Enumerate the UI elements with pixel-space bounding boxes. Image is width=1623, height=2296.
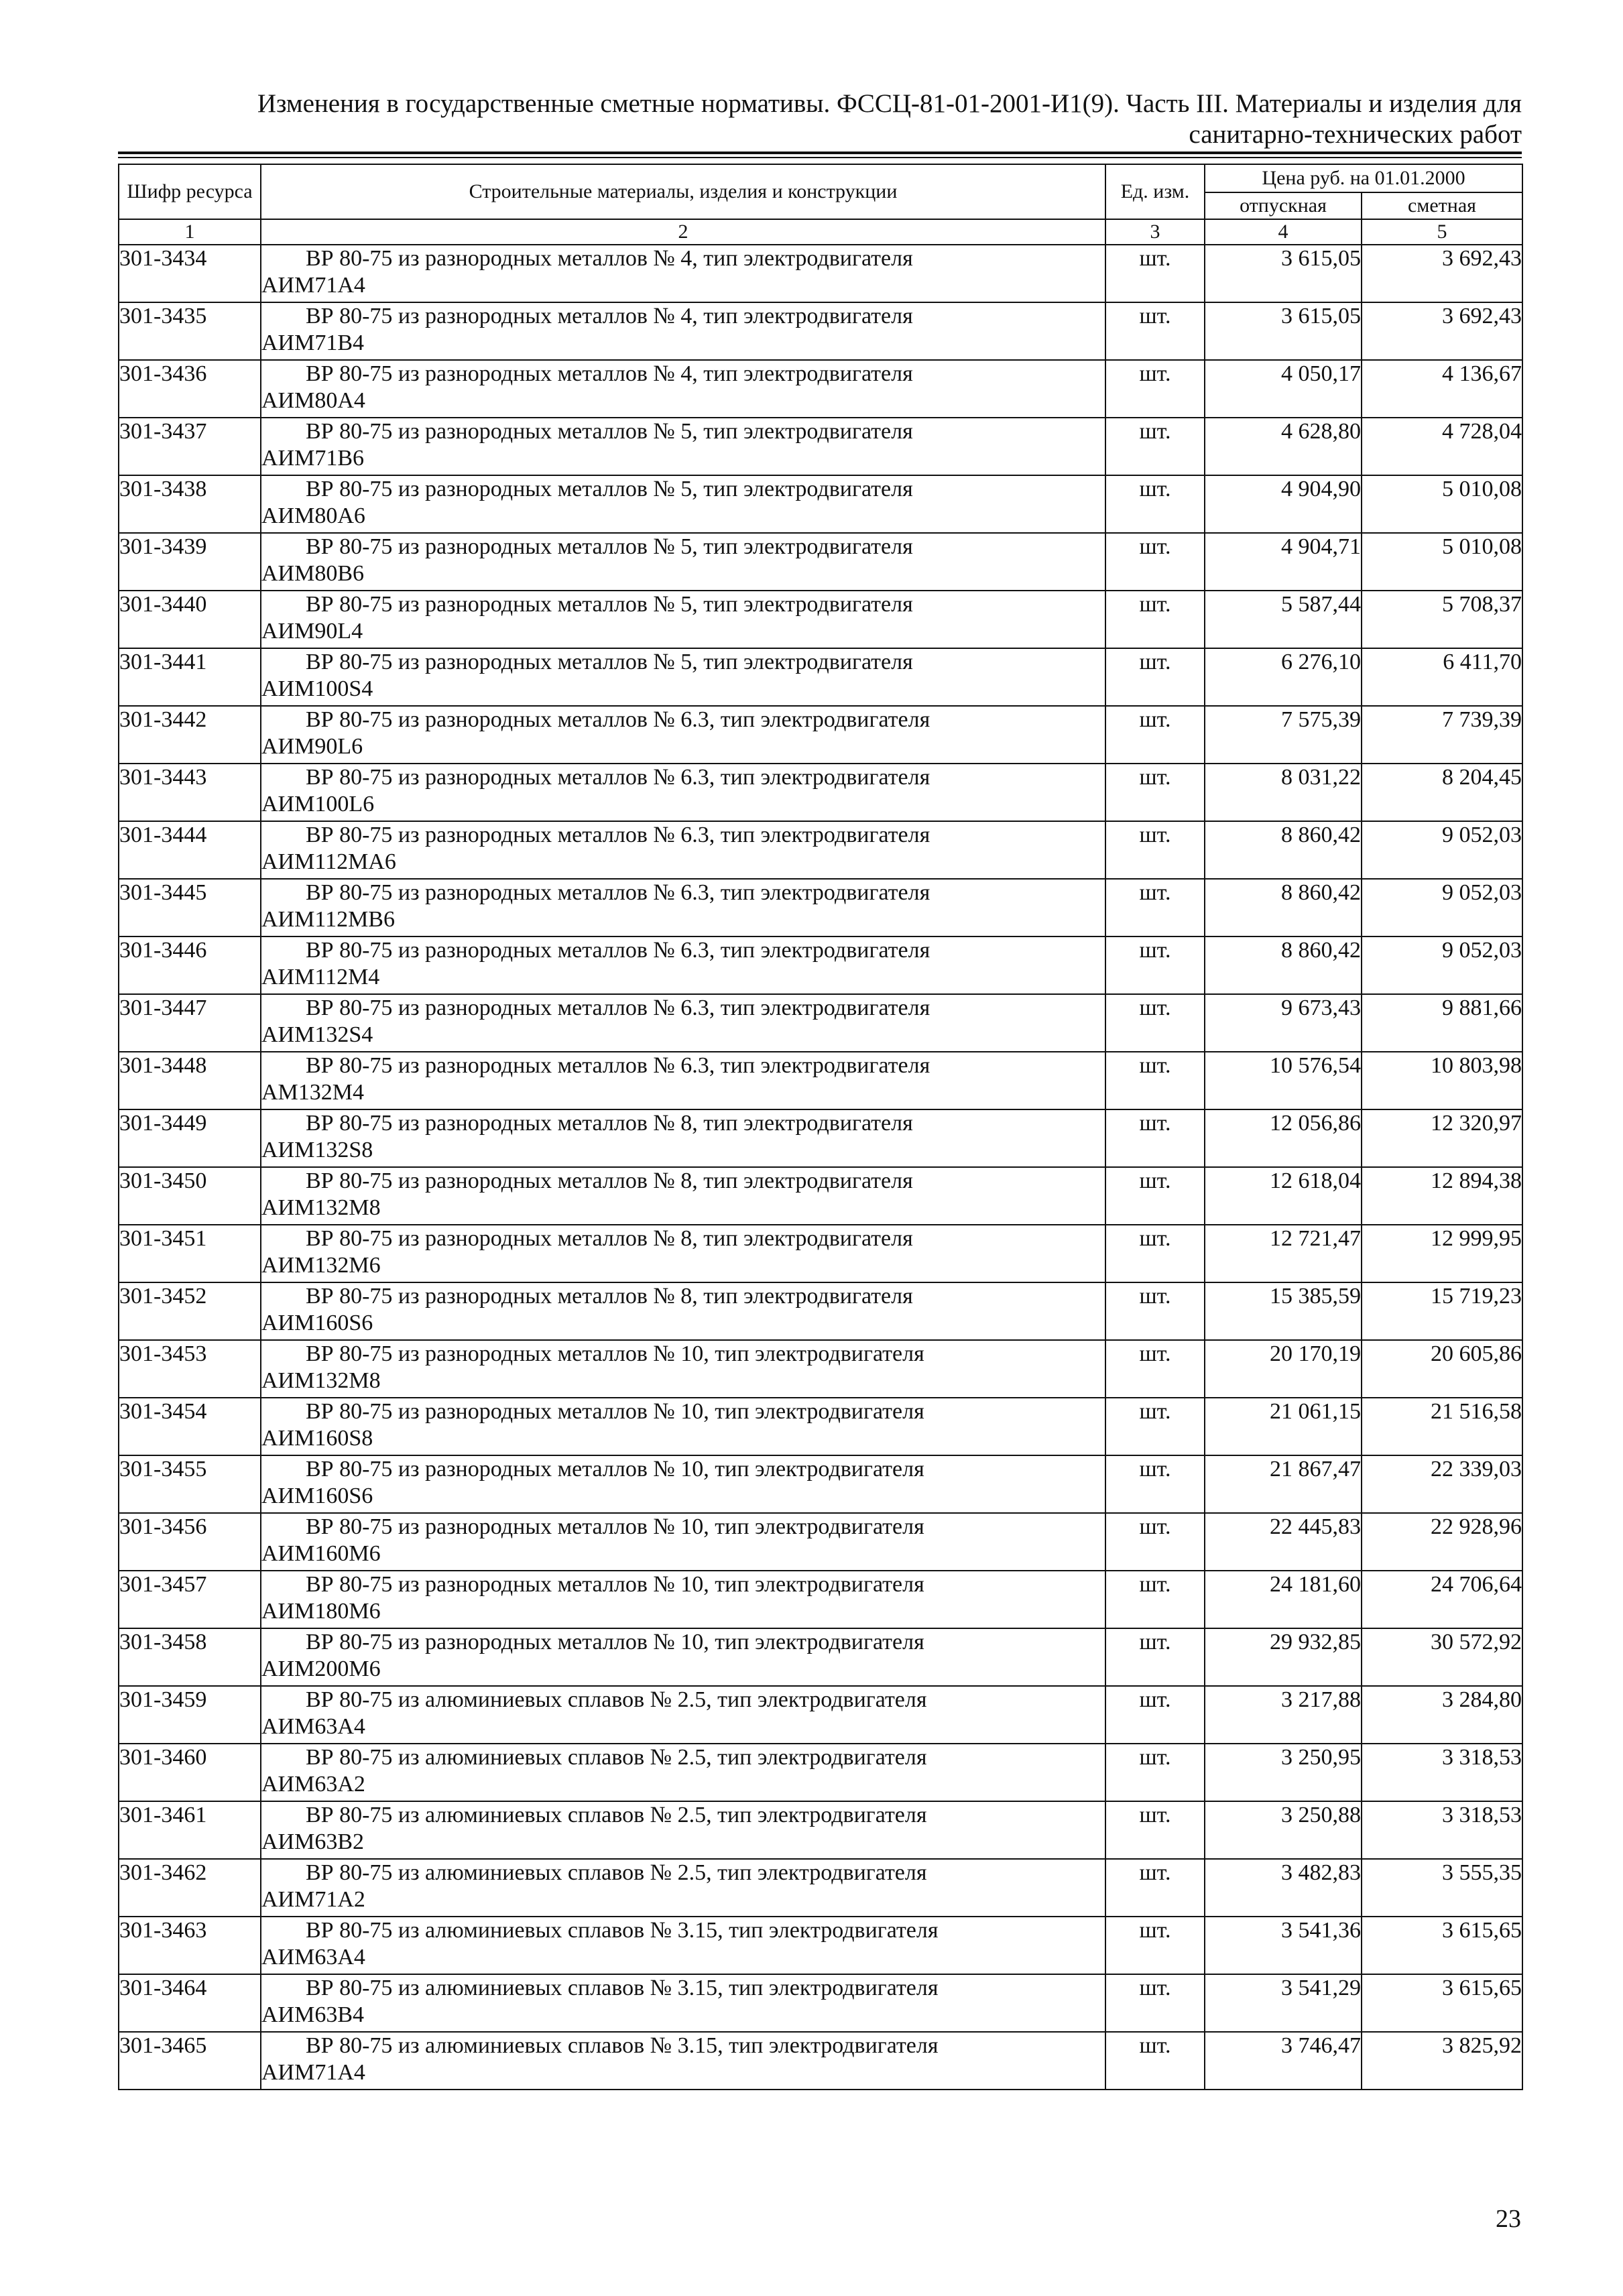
resource-code: 301-3440 [119,591,261,648]
description-line-1: ВР 80-75 из разнородных металлов № 6.3, тип электродвигателя [306,880,930,905]
description-line-1: ВР 80-75 из разнородных металлов № 8, тип электродвигателя [306,1111,913,1136]
estimate-price: 9 052,03 [1362,821,1522,879]
estimate-price: 3 615,65 [1362,1917,1522,1974]
material-description [261,821,1105,879]
motor-type: АИМ63В2 [261,1829,365,1854]
motor-type: АИМ63А4 [261,1945,365,1970]
resource-code: 301-3462 [119,1859,261,1917]
release-price: 21 867,47 [1205,1455,1362,1513]
estimate-price: 3 692,43 [1362,302,1522,360]
description-line-1: ВР 80-75 из разнородных металлов № 5, тип электродвигателя [306,477,913,501]
estimate-price: 5 010,08 [1362,533,1522,591]
header-unit: Ед. изм. [1105,164,1205,219]
unit: шт. [1105,1801,1205,1859]
table-row [119,1513,1522,1571]
table-row [119,1340,1522,1398]
estimate-price: 7 739,39 [1362,706,1522,764]
unit: шт. [1105,1513,1205,1571]
table-row [119,1167,1522,1225]
resource-code: 301-3434 [119,245,261,302]
resource-code: 301-3456 [119,1513,261,1571]
release-price: 4 050,17 [1205,360,1362,418]
table-row [119,706,1522,764]
header-line-1: Изменения в государственные сметные нормативы. ФССЦ-81-01-2001-И1(9). Часть III. Материалы и изделия для [257,89,1522,118]
resource-code: 301-3447 [119,994,261,1052]
table-row [119,1225,1522,1282]
release-price: 7 575,39 [1205,706,1362,764]
estimate-price: 5 708,37 [1362,591,1522,648]
table-row [119,1917,1522,1974]
estimate-price: 12 999,95 [1362,1225,1522,1282]
motor-type: АИМ160S8 [261,1426,373,1451]
unit: шт. [1105,1974,1205,2032]
estimate-price: 21 516,58 [1362,1398,1522,1455]
table-row [119,1109,1522,1167]
table-row [119,533,1522,591]
release-price: 9 673,43 [1205,994,1362,1052]
resource-code: 301-3449 [119,1109,261,1167]
material-description [261,533,1105,591]
description-line-1: ВР 80-75 из разнородных металлов № 10, тип электродвигателя [306,1341,924,1366]
motor-type: АИМ63А2 [261,1772,365,1797]
motor-type: АИМ112МА6 [261,849,396,874]
unit: шт. [1105,764,1205,821]
column-number: 2 [261,219,1105,245]
unit: шт. [1105,1167,1205,1225]
header-name: Строительные материалы, изделия и конструкции [261,164,1105,219]
motor-type: АИМ63А4 [261,1714,365,1739]
description-line-1: ВР 80-75 из разнородных металлов № 8, тип электродвигателя [306,1284,913,1309]
table-row [119,648,1522,706]
release-price: 3 615,05 [1205,302,1362,360]
release-price: 20 170,19 [1205,1340,1362,1398]
release-price: 3 482,83 [1205,1859,1362,1917]
estimate-price: 30 572,92 [1362,1628,1522,1686]
release-price: 4 628,80 [1205,418,1362,475]
table-row [119,1801,1522,1859]
release-price: 3 250,88 [1205,1801,1362,1859]
material-description [261,936,1105,994]
motor-type: АИМ80А4 [261,388,365,413]
material-description [261,302,1105,360]
motor-type: АИМ71А4 [261,273,365,298]
column-number: 3 [1105,219,1205,245]
unit: шт. [1105,994,1205,1052]
estimate-price: 12 894,38 [1362,1167,1522,1225]
description-line-1: ВР 80-75 из разнородных металлов № 10, тип электродвигателя [306,1630,924,1654]
motor-type: АИМ112МВ6 [261,907,395,932]
motor-type: АИМ160S6 [261,1484,373,1508]
estimate-price: 22 339,03 [1362,1455,1522,1513]
unit: шт. [1105,1628,1205,1686]
header-line-2: санитарно-технических работ [1189,120,1522,149]
material-description [261,418,1105,475]
table-row [119,245,1522,302]
motor-type: АИМ100S4 [261,676,373,701]
release-price: 4 904,90 [1205,475,1362,533]
material-description [261,1282,1105,1340]
unit: шт. [1105,418,1205,475]
description-line-1: ВР 80-75 из разнородных металлов № 5, тип электродвигателя [306,419,913,444]
release-price: 8 860,42 [1205,936,1362,994]
resource-code: 301-3448 [119,1052,261,1109]
resource-code: 301-3442 [119,706,261,764]
motor-type: АИМ200М6 [261,1656,381,1681]
material-description [261,706,1105,764]
motor-type: АИМ71А4 [261,2060,365,2085]
material-description [261,1974,1105,2032]
release-price: 12 618,04 [1205,1167,1362,1225]
description-line-1: ВР 80-75 из разнородных металлов № 6.3, тип электродвигателя [306,1053,930,1078]
motor-type: АИМ132М8 [261,1368,381,1393]
unit: шт. [1105,591,1205,648]
table-row [119,879,1522,936]
description-line-1: ВР 80-75 из алюминиевых сплавов № 3.15, тип электродвигателя [306,2033,939,2058]
release-price: 3 217,88 [1205,1686,1362,1744]
unit: шт. [1105,533,1205,591]
description-line-1: ВР 80-75 из разнородных металлов № 4, тип электродвигателя [306,304,913,328]
estimate-price: 10 803,98 [1362,1052,1522,1109]
table-row [119,302,1522,360]
table-row [119,1282,1522,1340]
table-row [119,764,1522,821]
description-line-1: ВР 80-75 из разнородных металлов № 5, тип электродвигателя [306,650,913,674]
motor-type: АИМ132S4 [261,1022,373,1047]
release-price: 3 746,47 [1205,2032,1362,2090]
unit: шт. [1105,1109,1205,1167]
material-description [261,1109,1105,1167]
description-line-1: ВР 80-75 из разнородных металлов № 10, тип электродвигателя [306,1514,924,1539]
material-description [261,360,1105,418]
description-line-1: ВР 80-75 из разнородных металлов № 8, тип электродвигателя [306,1168,913,1193]
release-price: 10 576,54 [1205,1052,1362,1109]
release-price: 24 181,60 [1205,1571,1362,1628]
unit: шт. [1105,1917,1205,1974]
resource-code: 301-3452 [119,1282,261,1340]
description-line-1: ВР 80-75 из разнородных металлов № 6.3, тип электродвигателя [306,707,930,732]
resource-code: 301-3450 [119,1167,261,1225]
material-description [261,1571,1105,1628]
motor-type: АИМ180М6 [261,1599,381,1624]
resource-code: 301-3451 [119,1225,261,1282]
unit: шт. [1105,648,1205,706]
material-description [261,2032,1105,2090]
material-description [261,879,1105,936]
description-line-1: ВР 80-75 из разнородных металлов № 10, тип электродвигателя [306,1457,924,1482]
unit: шт. [1105,936,1205,994]
description-line-1: ВР 80-75 из разнородных металлов № 5, тип электродвигателя [306,592,913,617]
resource-code: 301-3435 [119,302,261,360]
price-table [118,164,1523,2090]
estimate-price: 3 318,53 [1362,1744,1522,1801]
description-line-1: ВР 80-75 из разнородных металлов № 6.3, тип электродвигателя [306,938,930,963]
release-price: 22 445,83 [1205,1513,1362,1571]
description-line-1: ВР 80-75 из разнородных металлов № 4, тип электродвигателя [306,246,913,271]
release-price: 3 541,29 [1205,1974,1362,2032]
description-line-1: ВР 80-75 из разнородных металлов № 10, тип электродвигателя [306,1399,924,1424]
unit: шт. [1105,1859,1205,1917]
table-row [119,1974,1522,2032]
release-price: 3 250,95 [1205,1744,1362,1801]
estimate-price: 9 052,03 [1362,936,1522,994]
column-number: 5 [1362,219,1522,245]
table-row [119,418,1522,475]
material-description [261,591,1105,648]
table-row [119,1628,1522,1686]
unit: шт. [1105,1455,1205,1513]
material-description [261,764,1105,821]
resource-code: 301-3453 [119,1340,261,1398]
table-body [119,245,1522,2090]
resource-code: 301-3444 [119,821,261,879]
estimate-price: 3 284,80 [1362,1686,1522,1744]
unit: шт. [1105,1744,1205,1801]
motor-type: АИМ112М4 [261,965,380,989]
table-row [119,1052,1522,1109]
release-price: 29 932,85 [1205,1628,1362,1686]
table-row [119,2032,1522,2090]
unit: шт. [1105,1398,1205,1455]
estimate-price: 24 706,64 [1362,1571,1522,1628]
unit: шт. [1105,1052,1205,1109]
description-line-1: ВР 80-75 из алюминиевых сплавов № 2.5, тип электродвигателя [306,1745,927,1770]
motor-type: АИМ63В4 [261,2002,365,2027]
resource-code: 301-3465 [119,2032,261,2090]
motor-type: АИМ71В6 [261,446,365,471]
release-price: 3 615,05 [1205,245,1362,302]
unit: шт. [1105,1571,1205,1628]
unit: шт. [1105,1225,1205,1282]
unit: шт. [1105,821,1205,879]
release-price: 21 061,15 [1205,1398,1362,1455]
table-row [119,1859,1522,1917]
unit: шт. [1105,1340,1205,1398]
material-description [261,1859,1105,1917]
resource-code: 301-3457 [119,1571,261,1628]
header-code: Шифр ресурса [119,164,261,219]
resource-code: 301-3460 [119,1744,261,1801]
estimate-price: 4 728,04 [1362,418,1522,475]
table-row [119,1571,1522,1628]
unit: шт. [1105,1686,1205,1744]
material-description [261,1052,1105,1109]
resource-code: 301-3461 [119,1801,261,1859]
unit: шт. [1105,302,1205,360]
table-row [119,475,1522,533]
material-description [261,1801,1105,1859]
material-description [261,994,1105,1052]
description-line-1: ВР 80-75 из алюминиевых сплавов № 2.5, тип электродвигателя [306,1860,927,1885]
motor-type: АИМ132М8 [261,1195,381,1220]
description-line-1: ВР 80-75 из алюминиевых сплавов № 3.15, тип электродвигателя [306,1918,939,1943]
column-number-row [119,219,1522,245]
resource-code: 301-3437 [119,418,261,475]
material-description [261,1225,1105,1282]
description-line-1: ВР 80-75 из разнородных металлов № 4, тип электродвигателя [306,361,913,386]
resource-code: 301-3464 [119,1974,261,2032]
unit: шт. [1105,245,1205,302]
table-row [119,1686,1522,1744]
description-line-1: ВР 80-75 из разнородных металлов № 6.3, тип электродвигателя [306,765,930,790]
material-description [261,648,1105,706]
table-row [119,360,1522,418]
estimate-price: 3 615,65 [1362,1974,1522,2032]
resource-code: 301-3463 [119,1917,261,1974]
table-row [119,1744,1522,1801]
unit: шт. [1105,2032,1205,2090]
unit: шт. [1105,879,1205,936]
motor-type: АИМ71А2 [261,1887,365,1912]
resource-code: 301-3443 [119,764,261,821]
release-price: 8 031,22 [1205,764,1362,821]
estimate-price: 8 204,45 [1362,764,1522,821]
resource-code: 301-3441 [119,648,261,706]
header-estimate-price: сметная [1362,192,1522,219]
resource-code: 301-3455 [119,1455,261,1513]
resource-code: 301-3458 [119,1628,261,1686]
release-price: 3 541,36 [1205,1917,1362,1974]
motor-type: АИМ80В6 [261,561,365,586]
release-price: 15 385,59 [1205,1282,1362,1340]
description-line-1: ВР 80-75 из разнородных металлов № 6.3, тип электродвигателя [306,823,930,847]
description-line-1: ВР 80-75 из разнородных металлов № 6.3, тип электродвигателя [306,995,930,1020]
estimate-price: 3 318,53 [1362,1801,1522,1859]
description-line-1: ВР 80-75 из разнородных металлов № 10, тип электродвигателя [306,1572,924,1597]
release-price: 8 860,42 [1205,821,1362,879]
release-price: 6 276,10 [1205,648,1362,706]
table-row [119,1398,1522,1455]
column-number: 1 [119,219,261,245]
release-price: 4 904,71 [1205,533,1362,591]
motor-type: АМ132М4 [261,1080,365,1105]
column-number: 4 [1205,219,1362,245]
estimate-price: 15 719,23 [1362,1282,1522,1340]
estimate-price: 3 555,35 [1362,1859,1522,1917]
header-release-price: отпускная [1205,192,1362,219]
motor-type: АИМ160S6 [261,1311,373,1335]
estimate-price: 3 692,43 [1362,245,1522,302]
estimate-price: 4 136,67 [1362,360,1522,418]
estimate-price: 12 320,97 [1362,1109,1522,1167]
release-price: 8 860,42 [1205,879,1362,936]
unit: шт. [1105,1282,1205,1340]
page-number: 23 [1496,2205,1521,2233]
motor-type: АИМ100L6 [261,792,375,817]
material-description [261,1628,1105,1686]
motor-type: АИМ132S8 [261,1138,373,1162]
release-price: 12 721,47 [1205,1225,1362,1282]
resource-code: 301-3445 [119,879,261,936]
estimate-price: 9 052,03 [1362,879,1522,936]
material-description [261,1398,1105,1455]
table-row [119,936,1522,994]
material-description [261,245,1105,302]
resource-code: 301-3436 [119,360,261,418]
header-price-group: Цена руб. на 01.01.2000 [1205,164,1522,192]
unit: шт. [1105,706,1205,764]
resource-code: 301-3454 [119,1398,261,1455]
table-row [119,994,1522,1052]
material-description [261,1686,1105,1744]
release-price: 12 056,86 [1205,1109,1362,1167]
material-description [261,1455,1105,1513]
resource-code: 301-3438 [119,475,261,533]
material-description [261,1744,1105,1801]
resource-code: 301-3439 [119,533,261,591]
material-description [261,1917,1105,1974]
material-description [261,1340,1105,1398]
resource-code: 301-3459 [119,1686,261,1744]
description-line-1: ВР 80-75 из разнородных металлов № 5, тип электродвигателя [306,534,913,559]
description-line-1: ВР 80-75 из алюминиевых сплавов № 2.5, тип электродвигателя [306,1687,927,1712]
unit: шт. [1105,475,1205,533]
material-description [261,475,1105,533]
description-line-1: ВР 80-75 из алюминиевых сплавов № 3.15, тип электродвигателя [306,1976,939,2000]
estimate-price: 5 010,08 [1362,475,1522,533]
unit: шт. [1105,360,1205,418]
motor-type: АИМ80А6 [261,503,365,528]
table-header [119,164,1522,245]
page-header [118,88,1522,150]
motor-type: АИМ90L4 [261,619,363,644]
estimate-price: 9 881,66 [1362,994,1522,1052]
motor-type: АИМ160М6 [261,1541,381,1566]
material-description [261,1513,1105,1571]
motor-type: АИМ71В4 [261,330,365,355]
header-rule [118,152,1522,154]
description-line-1: ВР 80-75 из разнородных металлов № 8, тип электродвигателя [306,1226,913,1251]
header-rule-thin [118,157,1522,158]
table-row [119,591,1522,648]
estimate-price: 6 411,70 [1362,648,1522,706]
material-description [261,1167,1105,1225]
motor-type: АИМ132М6 [261,1253,381,1278]
table-row [119,821,1522,879]
estimate-price: 3 825,92 [1362,2032,1522,2090]
table-row [119,1455,1522,1513]
release-price: 5 587,44 [1205,591,1362,648]
description-line-1: ВР 80-75 из алюминиевых сплавов № 2.5, тип электродвигателя [306,1803,927,1827]
resource-code: 301-3446 [119,936,261,994]
estimate-price: 20 605,86 [1362,1340,1522,1398]
estimate-price: 22 928,96 [1362,1513,1522,1571]
motor-type: АИМ90L6 [261,734,363,759]
